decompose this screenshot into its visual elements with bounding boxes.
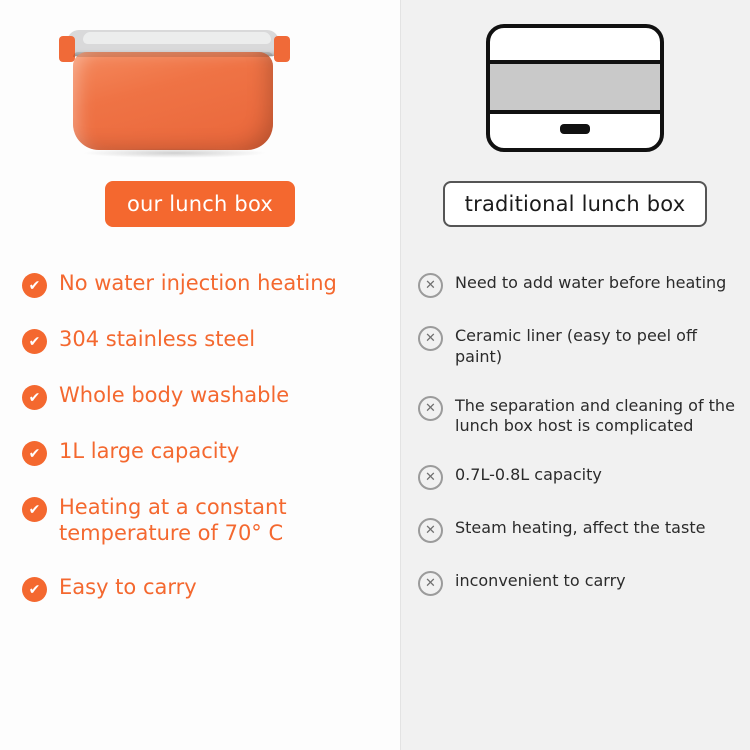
- traditional-box-band: [490, 60, 660, 114]
- list-item: [22, 271, 384, 298]
- cross-icon: ✕: [418, 396, 443, 421]
- check-icon: ✔: [22, 441, 47, 466]
- lunch-box-clip-right: [274, 36, 290, 62]
- lunch-box-lid-highlight: [83, 32, 271, 44]
- list-item: [418, 394, 736, 438]
- feature-text: Whole body washable: [59, 383, 290, 407]
- feature-text: 304 stainless steel: [59, 327, 256, 351]
- list-item: [418, 516, 736, 543]
- traditional-box-latch: [560, 124, 590, 134]
- feature-text: 1L large capacity: [59, 439, 240, 463]
- feature-text: Ceramic liner (easy to peel off paint): [455, 326, 697, 366]
- our-product-image: [0, 0, 400, 175]
- our-feature-list: [0, 271, 400, 602]
- feature-text: The separation and cleaning of the lunch box host is complicated: [455, 395, 735, 436]
- our-title-row: [0, 181, 400, 227]
- list-item: [418, 271, 736, 298]
- orange-lunch-box-illustration: [62, 30, 287, 155]
- traditional-title-row: [400, 181, 750, 227]
- feature-text: inconvenient to carry: [455, 571, 626, 591]
- lunch-box-seam: [73, 52, 273, 57]
- list-item: [418, 569, 736, 596]
- feature-text: 0.7L-0.8L capacity: [455, 465, 602, 485]
- lunch-box-shadow: [82, 148, 267, 158]
- cross-icon: ✕: [418, 273, 443, 298]
- list-item: [22, 439, 384, 466]
- traditional-product-column: [400, 0, 750, 750]
- list-item: [22, 575, 384, 602]
- feature-text: No water injection heating: [59, 271, 337, 295]
- cross-icon: ✕: [418, 518, 443, 543]
- traditional-lunch-box-illustration: [486, 24, 664, 152]
- cross-icon: ✕: [418, 326, 443, 351]
- traditional-lunch-box-title: traditional lunch box: [443, 181, 708, 227]
- traditional-product-image: [400, 0, 750, 175]
- lunch-box-body: [73, 52, 273, 150]
- feature-text: Easy to carry: [59, 575, 197, 600]
- our-lunch-box-title: our lunch box: [105, 181, 295, 227]
- list-item: [418, 324, 736, 368]
- traditional-feature-list: [400, 271, 750, 596]
- feature-text: Heating at a constant temperature of 70° C: [59, 495, 287, 545]
- check-icon: ✔: [22, 329, 47, 354]
- column-divider: [400, 0, 401, 750]
- feature-text: Need to add water before heating: [455, 273, 727, 292]
- list-item: [22, 495, 384, 546]
- lunch-box-clip-left: [59, 36, 75, 62]
- check-icon: ✔: [22, 273, 47, 298]
- cross-icon: ✕: [418, 465, 443, 490]
- check-icon: ✔: [22, 497, 47, 522]
- list-item: [22, 327, 384, 354]
- feature-text: Steam heating, affect the taste: [455, 518, 706, 538]
- check-icon: ✔: [22, 385, 47, 410]
- list-item: [418, 463, 736, 490]
- list-item: [22, 383, 384, 410]
- check-icon: ✔: [22, 577, 47, 602]
- cross-icon: ✕: [418, 571, 443, 596]
